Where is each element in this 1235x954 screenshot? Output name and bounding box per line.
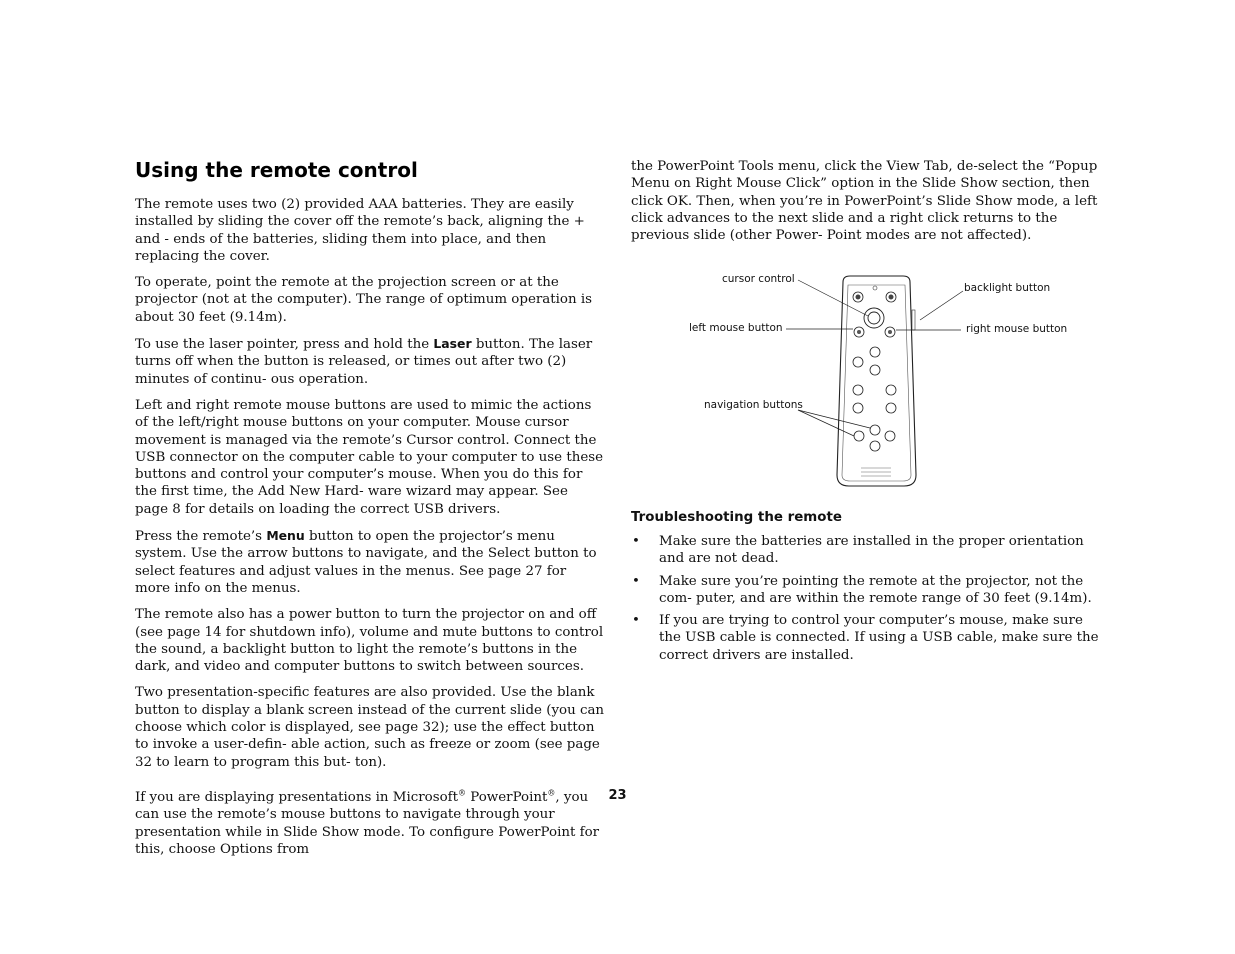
label-right-mouse-button: right mouse button	[966, 323, 1068, 335]
left-mouse-button-center	[857, 330, 861, 334]
paragraph-power: The remote also has a power button to turn the projector on and off (see page 14 for shutdown info), volume and mute buttons to control the sound, a backlight button to light the remote’s buttons in the dark, and video and computer buttons to switch between sources.	[135, 607, 604, 675]
page-number: 23	[608, 788, 627, 803]
label-backlight-button: backlight button	[964, 282, 1051, 294]
remote-illustration	[678, 270, 1078, 492]
mute-button-icon	[853, 357, 863, 367]
troubleshooting-heading: Troubleshooting the remote	[631, 510, 842, 525]
remote-body	[837, 276, 916, 486]
page-title: Using the remote control	[135, 158, 418, 182]
nav-up-button-icon	[870, 425, 880, 435]
left-column	[135, 156, 605, 867]
remote-side-tab	[912, 310, 915, 330]
paragraph-batteries: The remote uses two (2) provided AAA batteries. They are easily installed by sliding the cover off the remote’s back, aligning the + and - ends of the batteries, sliding them into place, and then replacing the cover.	[135, 197, 585, 264]
right-column	[631, 158, 1101, 253]
paragraph-laser: To use the laser pointer, press and hold the Laser button. The laser turns off when the button is released, or times out after two (2) minutes of continu- ous operation.	[135, 336, 593, 387]
list-item: • If you are trying to control your computer’s mouse, make sure the USB cable is connected. If using a USB cable, make sure the correct drivers are installed.	[631, 612, 1101, 664]
label-navigation-buttons: navigation buttons	[704, 399, 803, 411]
power-button-center	[856, 295, 861, 300]
computer-button-icon	[886, 403, 896, 413]
volume-down-button-icon	[870, 365, 880, 375]
menu-keyword: Menu	[266, 528, 305, 544]
leader-backlight	[920, 291, 963, 320]
paragraph-presentation: Two presentation-specific features are also provided. Use the blank button to display a blank screen instead of the current slide (you can choose which color is displayed, see page 32); use the effect button to invoke a user-defin- able action, such as freeze or zoom (see page 32 to learn to program this but- ton).	[135, 685, 605, 770]
paragraph-powerpoint: If you are displaying presentations in Microsoft® PowerPoint®, you can use the remote’s mouse buttons to navigate through your presentation while in Slide Show mode. To configure PowerPoint for this, choose Options from	[135, 788, 600, 857]
paragraph-menu: Press the remote’s Menu button to open the projector’s menu system. Use the arrow buttons to navigate, and the Select button to select features and adjust values in the menus. See page 27 for more info on the menus.	[135, 528, 597, 596]
paragraph-mouse-buttons: Left and right remote mouse buttons are used to mimic the actions of the left/right mouse buttons on your computer. Mouse cursor movement is managed via the remote’s Cursor control. Connect the USB connector on the computer cable to your computer to use these buttons and control your computer’s mouse. When you do this for the first time, the Add New Hard- ware wizard may appear. See page 8 for details on loading the correct USB drivers.	[135, 397, 604, 517]
paragraph-powerpoint-continued: the PowerPoint Tools menu, click the View Tab, de-select the “Popup Menu on Right Mouse Click” option in the Slide Show section, then click OK. Then, when you’re in PowerPoint’s Slide Show mode, a left click advances to the next slide and a right click returns to the previous slide (other Power- Point modes are not affected).	[631, 159, 1098, 244]
leader-nav-menu	[798, 410, 854, 436]
label-left-mouse-button: left mouse button	[689, 322, 783, 334]
troubleshooting-list	[631, 533, 1101, 664]
backlight-button-center	[889, 295, 894, 300]
label-cursor-control: cursor control	[722, 273, 795, 285]
select-button-icon	[885, 431, 895, 441]
video-button-icon	[886, 385, 896, 395]
cursor-control-inner	[868, 312, 880, 324]
remote-inner-outline	[842, 285, 911, 481]
nav-down-button-icon	[870, 441, 880, 451]
menu-button-icon	[854, 431, 864, 441]
effect-button-icon	[853, 385, 863, 395]
indicator-light	[873, 286, 877, 290]
laser-keyword: Laser	[433, 336, 472, 352]
list-item: • Make sure the batteries are installed in the proper orientation and are not dead.	[631, 533, 1101, 568]
cursor-control-icon	[864, 308, 884, 328]
right-mouse-button-center	[888, 330, 892, 334]
troubleshooting-section	[631, 509, 1101, 669]
volume-up-button-icon	[870, 347, 880, 357]
list-item: • Make sure you’re pointing the remote at the projector, not the com- puter, and are within the remote range of 30 feet (9.14m).	[631, 573, 1101, 608]
paragraph-operate: To operate, point the remote at the projection screen or at the projector (not at the computer). The range of optimum operation is about 30 feet (9.14m).	[135, 275, 593, 325]
remote-figure	[678, 270, 1078, 492]
blank-button-icon	[853, 403, 863, 413]
